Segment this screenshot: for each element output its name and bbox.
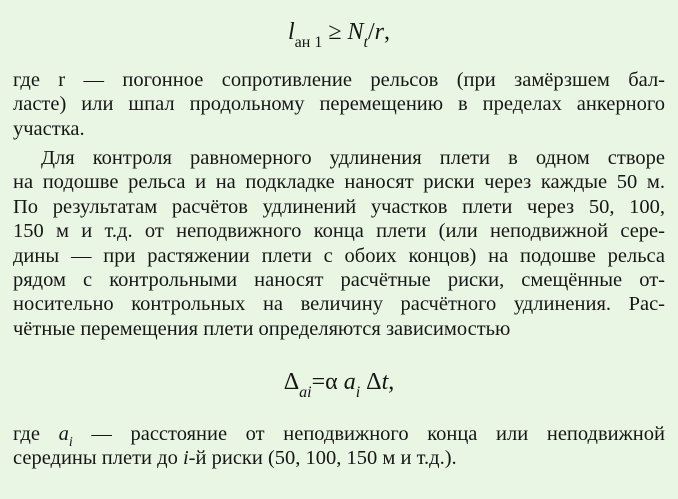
formula-var-n: N (347, 19, 364, 45)
paragraph-where-r (13, 68, 665, 141)
paragraph-control-marks (13, 146, 665, 341)
var-a: a (58, 423, 69, 445)
formula-var-t: t (381, 369, 389, 395)
formula-eq-alpha: =α (311, 369, 344, 395)
formula-sub-an1: ан 1 (294, 34, 323, 51)
formula-slash: / (367, 19, 375, 45)
paragraph-line: участка. (13, 117, 85, 140)
formula-delta: Δ (283, 369, 300, 395)
paragraph-line: где r — погонное сопротивление рельсов (при замёрзшем бал- (13, 69, 665, 91)
formula-comma: , (388, 369, 395, 395)
paragraph-line (13, 446, 665, 470)
formula-displacement (0, 368, 678, 401)
formula-var-r: r (374, 19, 384, 45)
paragraph-line (13, 422, 665, 450)
paragraph-line: По результатам расчётов удлинений участков плети через 50, 100, (13, 195, 665, 218)
text-distance: — расстояние от неподвижного конца или неподвижной (72, 423, 665, 445)
paragraph-line: чётные перемещения плети определяются зависимостью (13, 317, 511, 340)
formula-delta-t: Δ (360, 369, 382, 395)
formula-anchor-length (0, 18, 678, 51)
sub-i: i (68, 435, 73, 450)
formula-sub-t: t (363, 34, 368, 51)
paragraph-line: на подошве рельса и на подкладке наносят риски через каждые 50 м. (13, 171, 665, 194)
paragraph-line: ласте) или шпал продольному перемещению в пределах анкерного (13, 93, 665, 116)
paragraph-line: дины — при растяжении плети с обоих концов) на подошве рельса (13, 244, 665, 267)
paragraph-line: 150 м и т.д. от неподвижного конца плети (или неподвижной сере- (13, 220, 665, 243)
formula-comma: , (384, 19, 390, 45)
formula-op-geq: ≥ (322, 19, 348, 45)
text-middle: середины плети до (13, 447, 183, 470)
text-risk: -й риски (50, 100, 150 м и т.д.). (188, 447, 457, 470)
paragraph-line: рядом с контрольными наносят расчётные риски, смещённые от- (13, 269, 665, 292)
paragraph-line: Для контроля равномерного удлинения плети в одном створе (41, 147, 665, 169)
formula-var-a: a (343, 369, 356, 395)
formula-sub-i: i (355, 384, 361, 401)
text-where: где (13, 423, 59, 445)
formula-var-l: l (288, 19, 295, 45)
paragraph-where-ai (13, 422, 665, 471)
formula-sub-ai: ai (299, 384, 312, 401)
var-i: i (182, 447, 189, 470)
paragraph-line: носительно контрольных на величину расчётного удлинения. Рас- (13, 293, 665, 316)
